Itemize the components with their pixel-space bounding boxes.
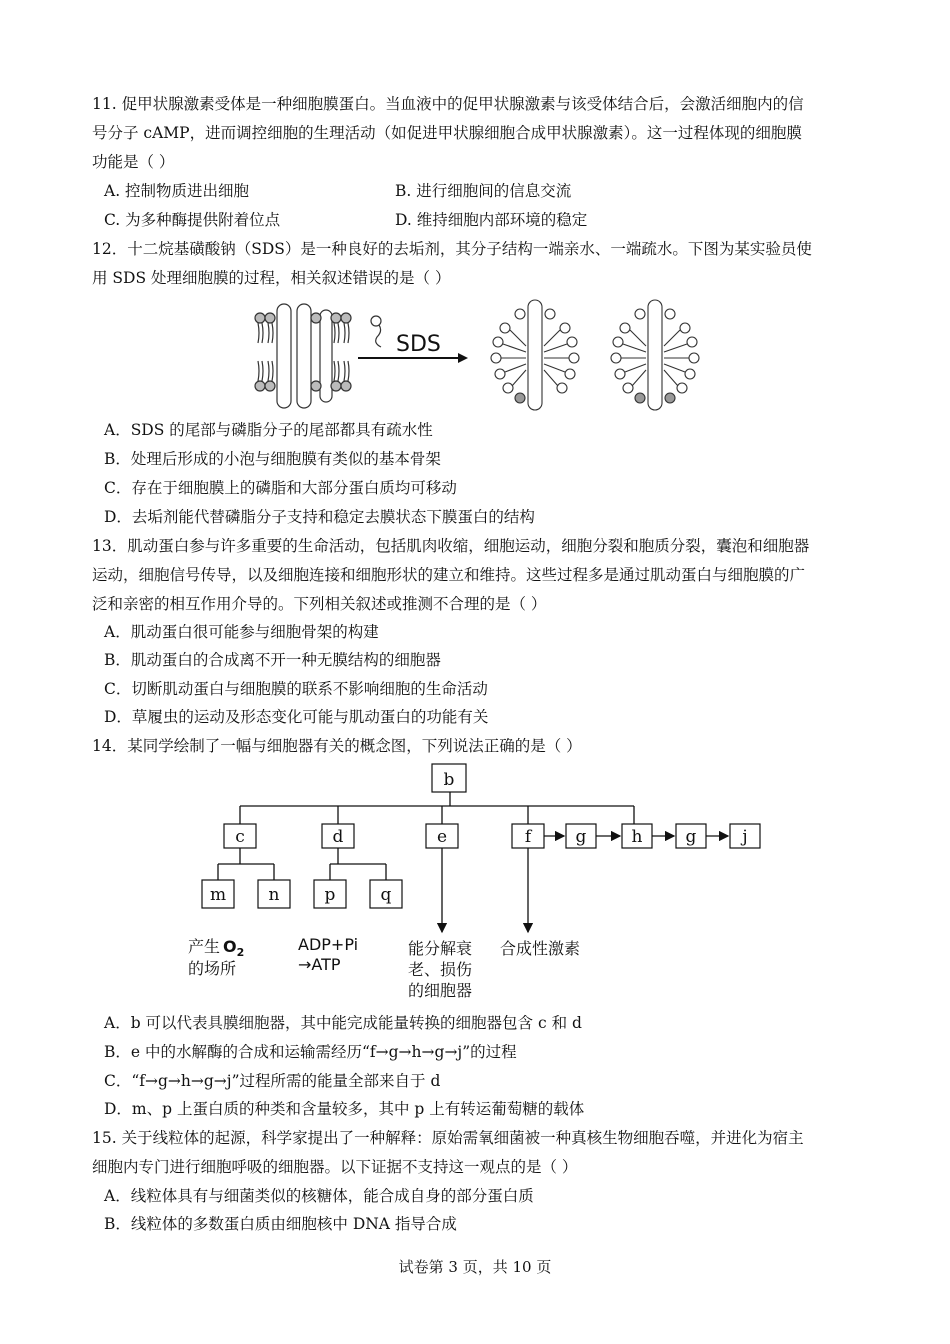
node-b-label: b (443, 770, 455, 790)
m-note-line-2: 的场所 (188, 959, 237, 978)
question-14-option-a: A．b 可以代表具膜细胞器，其中能完成能量转换的细胞器包含 c 和 d (104, 1014, 582, 1032)
node-f-label: f (524, 827, 532, 847)
question-13-option-d: D．草履虫的运动及形态变化可能与肌动蛋白的功能有关 (104, 708, 489, 726)
page-footer: 试卷第 3 页，共 10 页 (398, 1258, 552, 1276)
question-13-option-a: A．肌动蛋白很可能参与细胞骨架的构建 (104, 623, 379, 641)
question-12-stem-line-1: 12．十二烷基磺酸钠（SDS）是一种良好的去垢剂，其分子结构一端亲水、一端疏水。下图为某实验员使 (92, 240, 812, 258)
cell-membrane-illustration (255, 304, 351, 408)
node-c-label: c (235, 827, 245, 847)
question-12-stem-line-2: 用 SDS 处理细胞膜的过程，相关叙述错误的是（ ） (92, 269, 451, 287)
node-q-label: q (380, 885, 392, 905)
p-note-line-2: →ATP (298, 955, 341, 974)
question-14-stem-line-1: 14．某同学绘制了一幅与细胞器有关的概念图，下列说法正确的是（ ） (92, 737, 582, 755)
question-14-option-d: D．m、p 上蛋白质的种类和含量较多，其中 p 上有转运葡萄糖的载体 (104, 1100, 585, 1118)
sds-membrane-figure (240, 290, 720, 420)
node-n-label: n (268, 885, 280, 905)
question-13-option-c: C．切断肌动蛋白与细胞膜的联系不影响细胞的生命活动 (104, 680, 488, 698)
node-g2-label: g (685, 827, 697, 847)
node-h-label: h (631, 827, 643, 847)
question-12-option-a: A．SDS 的尾部与磷脂分子的尾部都具有疏水性 (104, 421, 433, 439)
vesicle-illustration-1 (491, 300, 579, 410)
question-11-option-b: B. 进行细胞间的信息交流 (395, 182, 572, 200)
e-note-line-1: 能分解衰 (408, 939, 473, 958)
e-note-line-3: 的细胞器 (408, 981, 473, 1000)
question-15-stem-line-1: 15. 关于线粒体的起源，科学家提出了一种解释：原始需氧细菌被一种真核生物细胞吞噬，并进化为宿主 (92, 1129, 804, 1147)
question-15-option-b: B．线粒体的多数蛋白质由细胞核中 DNA 指导合成 (104, 1215, 457, 1233)
sds-molecule-icon (371, 316, 381, 347)
p-note-line-1: ADP+Pi (298, 935, 359, 954)
sds-label: SDS (396, 332, 441, 357)
question-13-stem-line-2: 运动，细胞信号传导，以及细胞连接和细胞形状的建立和维持。这些过程多是通过肌动蛋白与细胞膜的广 (92, 566, 806, 584)
vesicle-illustration-2 (611, 300, 699, 410)
node-d-label: d (332, 827, 344, 847)
node-m-label: m (209, 885, 227, 905)
question-12-option-d: D．去垢剂能代替磷脂分子支持和稳定去膜状态下膜蛋白的结构 (104, 508, 535, 526)
question-11-option-a: A. 控制物质进出细胞 (104, 182, 250, 200)
question-13-stem-line-1: 13．肌动蛋白参与许多重要的生命活动，包括肌肉收缩，细胞运动，细胞分裂和胞质分裂，囊泡和细胞器 (92, 537, 810, 555)
organelle-concept-map (180, 760, 780, 1010)
question-15-stem-line-2: 细胞内专门进行细胞呼吸的细胞器。以下证据不支持这一观点的是（ ） (92, 1158, 578, 1176)
question-14-option-c: C．“f→g→h→g→j”过程所需的能量全部来自于 d (104, 1072, 441, 1090)
f-note: 合成性激素 (500, 939, 581, 958)
question-11-stem-line-3: 功能是（ ） (92, 153, 175, 171)
e-note-line-2: 老、损伤 (408, 960, 473, 979)
node-e-label: e (436, 827, 448, 847)
question-11-option-c: C. 为多种酶提供附着位点 (104, 211, 281, 229)
node-g1-label: g (575, 827, 587, 847)
question-11-stem-line-2: 号分子 cAMP，进而调控细胞的生理活动（如促进甲状腺细胞合成甲状腺激素）。这一过程体现的细胞膜 (92, 124, 802, 142)
question-12-option-c: C．存在于细胞膜上的磷脂和大部分蛋白质均可移动 (104, 479, 457, 497)
question-13-stem-line-3: 泛和亲密的相互作用介导的。下列相关叙述或推测不合理的是（ ） (92, 595, 547, 613)
question-11-option-d: D. 维持细胞内部环境的稳定 (395, 211, 588, 229)
node-p-label: p (324, 885, 336, 905)
question-15-option-a: A．线粒体具有与细菌类似的核糖体，能合成自身的部分蛋白质 (104, 1187, 534, 1205)
question-12-option-b: B．处理后形成的小泡与细胞膜有类似的基本骨架 (104, 450, 441, 468)
node-j-label: j (742, 827, 748, 847)
question-14-option-b: B．e 中的水解酶的合成和运输需经历“f→g→h→g→j”的过程 (104, 1043, 517, 1061)
m-note-line-1: 产生 $O_2$ (188, 937, 245, 959)
question-13-option-b: B．肌动蛋白的合成离不开一种无膜结构的细胞器 (104, 651, 441, 669)
question-11-stem-line-1: 11. 促甲状腺激素受体是一种细胞膜蛋白。当血液中的促甲状腺激素与该受体结合后，会激活细胞内的信 (92, 95, 804, 113)
